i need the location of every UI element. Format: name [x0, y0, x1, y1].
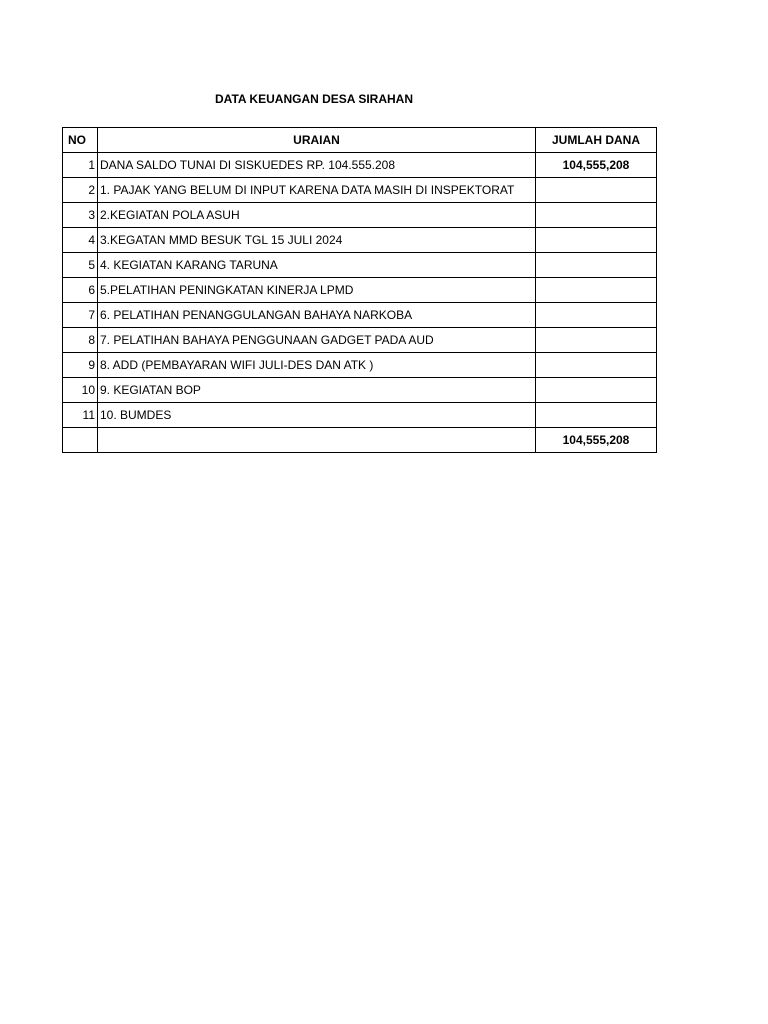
row-uraian: 2.KEGIATAN POLA ASUH	[98, 203, 536, 228]
table-row	[63, 203, 657, 228]
row-jumlah	[536, 328, 657, 353]
row-no: 5	[63, 253, 98, 278]
table-row	[63, 178, 657, 203]
total-no	[63, 428, 98, 453]
header-jumlah-dana: JUMLAH DANA	[536, 128, 657, 153]
row-no: 2	[63, 178, 98, 203]
table-row	[63, 328, 657, 353]
row-uraian: 7. PELATIHAN BAHAYA PENGGUNAAN GADGET PADA AUD	[98, 328, 536, 353]
row-uraian: 1. PAJAK YANG BELUM DI INPUT KARENA DATA MASIH DI INSPEKTORAT	[98, 178, 536, 203]
row-jumlah	[536, 228, 657, 253]
row-uraian: 10. BUMDES	[98, 403, 536, 428]
finance-table	[62, 127, 657, 453]
table-header-row	[63, 128, 657, 153]
row-uraian: 8. ADD (PEMBAYARAN WIFI JULI-DES DAN ATK )	[98, 353, 536, 378]
row-jumlah	[536, 203, 657, 228]
table-row	[63, 353, 657, 378]
row-jumlah	[536, 403, 657, 428]
table-row	[63, 153, 657, 178]
table-row	[63, 378, 657, 403]
row-no: 9	[63, 353, 98, 378]
table-total-row	[63, 428, 657, 453]
row-no: 1	[63, 153, 98, 178]
row-no: 6	[63, 278, 98, 303]
row-uraian: 4. KEGIATAN KARANG TARUNA	[98, 253, 536, 278]
row-jumlah	[536, 278, 657, 303]
table-row	[63, 278, 657, 303]
table-row	[63, 253, 657, 278]
row-jumlah	[536, 353, 657, 378]
row-jumlah	[536, 303, 657, 328]
row-jumlah: 104,555,208	[536, 153, 657, 178]
row-no: 4	[63, 228, 98, 253]
total-uraian	[98, 428, 536, 453]
row-uraian: 6. PELATIHAN PENANGGULANGAN BAHAYA NARKOBA	[98, 303, 536, 328]
row-no: 3	[63, 203, 98, 228]
row-no: 7	[63, 303, 98, 328]
row-jumlah	[536, 253, 657, 278]
header-no: NO	[63, 128, 98, 153]
document-title: DATA KEUANGAN DESA SIRAHAN	[215, 92, 413, 106]
header-uraian: URAIAN	[98, 128, 536, 153]
row-uraian: 9. KEGIATAN BOP	[98, 378, 536, 403]
row-no: 11	[63, 403, 98, 428]
row-uraian: 3.KEGATAN MMD BESUK TGL 15 JULI 2024	[98, 228, 536, 253]
row-jumlah	[536, 378, 657, 403]
row-uraian: 5.PELATIHAN PENINGKATAN KINERJA LPMD	[98, 278, 536, 303]
table-row	[63, 228, 657, 253]
row-no: 8	[63, 328, 98, 353]
row-uraian: DANA SALDO TUNAI DI SISKUEDES RP. 104.555.208	[98, 153, 536, 178]
row-no: 10	[63, 378, 98, 403]
total-jumlah: 104,555,208	[536, 428, 657, 453]
table-row	[63, 403, 657, 428]
table-row	[63, 303, 657, 328]
row-jumlah	[536, 178, 657, 203]
